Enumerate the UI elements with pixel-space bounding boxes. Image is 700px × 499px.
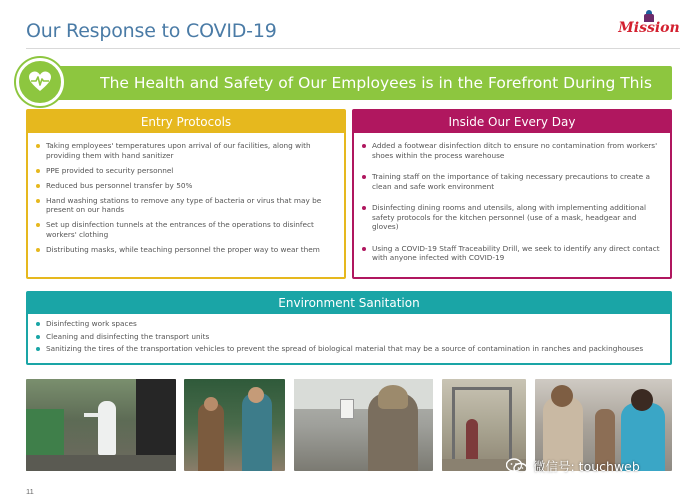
- page-title: Our Response to COVID-19: [26, 20, 277, 42]
- list-item: Added a footwear disinfection ditch to ensure no contamination from workers' shoes within the process warehouse: [372, 141, 660, 160]
- list-item: Set up disinfection tunnels at the entrances of the operations to disinfect workers' clothing: [46, 220, 334, 239]
- list-item: Using a COVID-19 Staff Traceability Drill, we seek to identify any direct contact with anyone infected with COVID-19: [372, 243, 660, 262]
- entry-protocols-panel: [26, 109, 346, 279]
- inside-every-day-list: [354, 133, 670, 263]
- health-safety-banner: [26, 66, 672, 100]
- entry-protocols-heading: Entry Protocols: [28, 111, 344, 133]
- inside-every-day-heading: Inside Our Every Day: [354, 111, 670, 133]
- entry-protocols-list: [28, 133, 344, 254]
- list-item: Sanitizing the tires of the transportation vehicles to prevent the spread of biological material that may be a source of contamination in ranches and packinghouses: [46, 344, 660, 354]
- list-item: Reduced bus personnel transfer by 50%: [46, 181, 334, 191]
- mission-logo: [618, 14, 680, 40]
- photo-worker-disinfecting: [26, 379, 176, 471]
- list-item: Cleaning and disinfecting the transport units: [46, 332, 660, 342]
- environment-sanitation-heading: Environment Sanitation: [28, 293, 670, 314]
- wechat-icon: [506, 458, 528, 475]
- environment-sanitation-list: [28, 314, 670, 354]
- inside-every-day-panel: [352, 109, 672, 279]
- heart-pulse-icon: [16, 58, 64, 106]
- list-item: Distributing masks, while teaching personnel the proper way to wear them: [46, 245, 334, 255]
- list-item: Disinfecting work spaces: [46, 319, 660, 329]
- title-divider: [26, 48, 680, 49]
- environment-sanitation-panel: [26, 291, 672, 365]
- list-item: Training staff on the importance of taking necessary precautions to create a clean and safe work environment: [372, 172, 660, 191]
- list-item: PPE provided to security personnel: [46, 166, 334, 176]
- list-item: Hand washing stations to remove any type of bacteria or virus that may be present on our hands: [46, 196, 334, 215]
- list-item: Disinfecting dining rooms and utensils, along with implementing additional safety protocols for the kitchen personnel (use of a mask, headgear and gloves): [372, 203, 660, 232]
- wechat-watermark: [506, 457, 640, 475]
- photo-temperature-check: [184, 379, 285, 471]
- photo-hand-sanitizing: [294, 379, 433, 471]
- banner-text: The Health and Safety of Our Employees is in the Forefront During This: [100, 74, 652, 92]
- list-item: Taking employees' temperatures upon arrival of our facilities, along with providing them with hand sanitizer: [46, 141, 334, 160]
- page-number: 11: [26, 487, 34, 496]
- watermark-text: 微信号: touchweb: [533, 459, 640, 474]
- logo-text: Mission: [618, 20, 680, 36]
